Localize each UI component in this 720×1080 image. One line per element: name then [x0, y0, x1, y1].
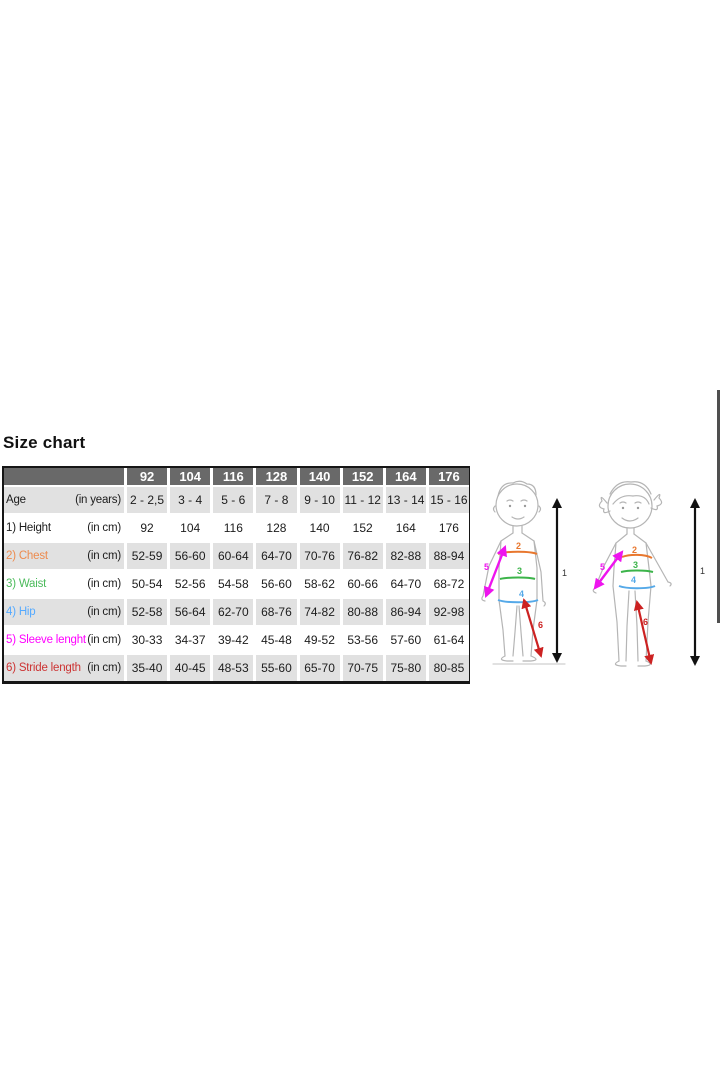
boy-eye-right [524, 505, 526, 507]
boy-feet [501, 656, 536, 661]
table-value-cell: 53-56 [343, 627, 383, 653]
table-header-size-164: 164 [386, 468, 426, 485]
table-value-cell: 54-58 [213, 571, 253, 597]
table-value-cell: 68-76 [256, 599, 296, 625]
table-value-cell: 52-58 [127, 599, 167, 625]
row-unit: (in cm) [87, 634, 121, 646]
table-value-cell: 86-94 [386, 599, 426, 625]
table-value-cell: 48-53 [213, 655, 253, 681]
row-label: 1) Height [6, 522, 51, 534]
table-header-corner [4, 468, 124, 485]
table-value-cell: 70-75 [343, 655, 383, 681]
table-header-size-140: 140 [300, 468, 340, 485]
row-label-cell [4, 515, 124, 541]
row-unit: (in cm) [87, 662, 121, 674]
table-value-cell: 74-82 [300, 599, 340, 625]
table-value-cell: 30-33 [127, 627, 167, 653]
table-value-cell: 88-94 [429, 543, 469, 569]
girl-chest-label: 2 [632, 545, 638, 555]
table-value-cell: 75-80 [386, 655, 426, 681]
boy-chest-label: 2 [516, 541, 522, 551]
girl-measurements [595, 500, 695, 664]
table-value-cell: 61-64 [429, 627, 469, 653]
girl-smile [622, 518, 638, 521]
table-value-cell: 80-85 [429, 655, 469, 681]
boy-sleeve-label: 5 [484, 562, 490, 572]
table-value-cell: 2 - 2,5 [127, 487, 167, 513]
table-value-cell: 152 [343, 515, 383, 541]
table-value-cell: 176 [429, 515, 469, 541]
table-value-cell: 34-37 [170, 627, 210, 653]
row-unit: (in years) [75, 494, 121, 506]
row-label-cell [4, 599, 124, 625]
boy-eye-left [509, 505, 511, 507]
table-value-cell: 35-40 [127, 655, 167, 681]
table-value-cell: 49-52 [300, 627, 340, 653]
figures-svg [475, 470, 720, 680]
table-value-cell: 7 - 8 [256, 487, 296, 513]
table-value-cell: 57-60 [386, 627, 426, 653]
row-label: 5) Sleeve lenght [6, 634, 86, 646]
girl-stride-label: 6 [643, 617, 649, 627]
table-header-size-92: 92 [127, 468, 167, 485]
row-unit: (in cm) [87, 550, 121, 562]
boy-measure-labels [484, 541, 567, 630]
table-value-cell: 104 [170, 515, 210, 541]
row-unit: (in cm) [87, 522, 121, 534]
boy-brows [507, 500, 527, 501]
size-table-grid [4, 468, 469, 681]
row-label: 3) Waist [6, 578, 47, 590]
row-unit: (in cm) [87, 578, 121, 590]
table-value-cell: 13 - 14 [386, 487, 426, 513]
measurement-figures [475, 470, 720, 680]
girl-eye-left [622, 507, 624, 509]
table-value-cell: 50-54 [127, 571, 167, 597]
girl-waist-label: 3 [633, 560, 639, 570]
row-label-cell [4, 655, 124, 681]
table-header-size-128: 128 [256, 468, 296, 485]
table-value-cell: 164 [386, 515, 426, 541]
table-value-cell: 15 - 16 [429, 487, 469, 513]
boy-legs [499, 600, 537, 656]
row-label: 4) Hip [6, 606, 36, 618]
table-value-cell: 116 [213, 515, 253, 541]
table-value-cell: 11 - 12 [343, 487, 383, 513]
table-value-cell: 68-72 [429, 571, 469, 597]
boy-neck [513, 526, 522, 533]
table-value-cell: 82-88 [386, 543, 426, 569]
table-value-cell: 140 [300, 515, 340, 541]
table-value-cell: 64-70 [256, 543, 296, 569]
girl-eye-right [637, 507, 639, 509]
boy-ears [494, 506, 541, 512]
boy-hip-line [498, 600, 538, 602]
table-value-cell: 56-64 [170, 599, 210, 625]
table-value-cell: 3 - 4 [170, 487, 210, 513]
row-label-cell [4, 543, 124, 569]
table-value-cell: 70-76 [300, 543, 340, 569]
row-label-cell [4, 571, 124, 597]
table-value-cell: 56-60 [256, 571, 296, 597]
table-value-cell: 9 - 10 [300, 487, 340, 513]
boy-stride-label: 6 [538, 620, 544, 630]
table-value-cell: 60-64 [213, 543, 253, 569]
boy-hip-label: 4 [519, 589, 525, 599]
table-value-cell: 62-70 [213, 599, 253, 625]
table-value-cell: 92-98 [429, 599, 469, 625]
girl-sleeve-label: 5 [600, 562, 606, 572]
boy-head [496, 484, 538, 526]
table-value-cell: 39-42 [213, 627, 253, 653]
girl-height-label: 1 [700, 566, 706, 576]
table-header-size-176: 176 [429, 468, 469, 485]
table-value-cell: 76-82 [343, 543, 383, 569]
table-value-cell: 65-70 [300, 655, 340, 681]
table-value-cell: 128 [256, 515, 296, 541]
table-value-cell: 52-56 [170, 571, 210, 597]
boy-height-label: 1 [562, 568, 568, 578]
boy-smile [512, 517, 524, 519]
row-label: 6) Stride length [6, 662, 81, 674]
girl-feet [615, 661, 650, 666]
table-value-cell: 45-48 [256, 627, 296, 653]
row-label-cell [4, 627, 124, 653]
girl-hip-label: 4 [631, 575, 637, 585]
girl-waist-line [621, 571, 653, 573]
girl-hair [610, 482, 651, 504]
girl-brows [620, 502, 641, 503]
size-chart-table [2, 466, 470, 684]
page-title: Size chart [3, 433, 86, 452]
table-header-size-104: 104 [170, 468, 210, 485]
table-value-cell: 55-60 [256, 655, 296, 681]
row-label: Age [6, 494, 26, 506]
boy-arm-right [534, 541, 545, 606]
row-label: 2) Chest [6, 550, 48, 562]
table-value-cell: 60-66 [343, 571, 383, 597]
table-value-cell: 58-62 [300, 571, 340, 597]
table-header-size-152: 152 [343, 468, 383, 485]
row-unit: (in cm) [87, 606, 121, 618]
table-value-cell: 80-88 [343, 599, 383, 625]
girl-neck [627, 528, 634, 534]
row-label-cell [4, 487, 124, 513]
boy-waist-label: 3 [517, 566, 523, 576]
table-value-cell: 52-59 [127, 543, 167, 569]
table-value-cell: 40-45 [170, 655, 210, 681]
table-value-cell: 64-70 [386, 571, 426, 597]
table-value-cell: 5 - 6 [213, 487, 253, 513]
girl-hip-line [619, 586, 655, 588]
boy-waist-line [500, 578, 535, 580]
table-value-cell: 92 [127, 515, 167, 541]
table-header-size-116: 116 [213, 468, 253, 485]
table-value-cell: 56-60 [170, 543, 210, 569]
